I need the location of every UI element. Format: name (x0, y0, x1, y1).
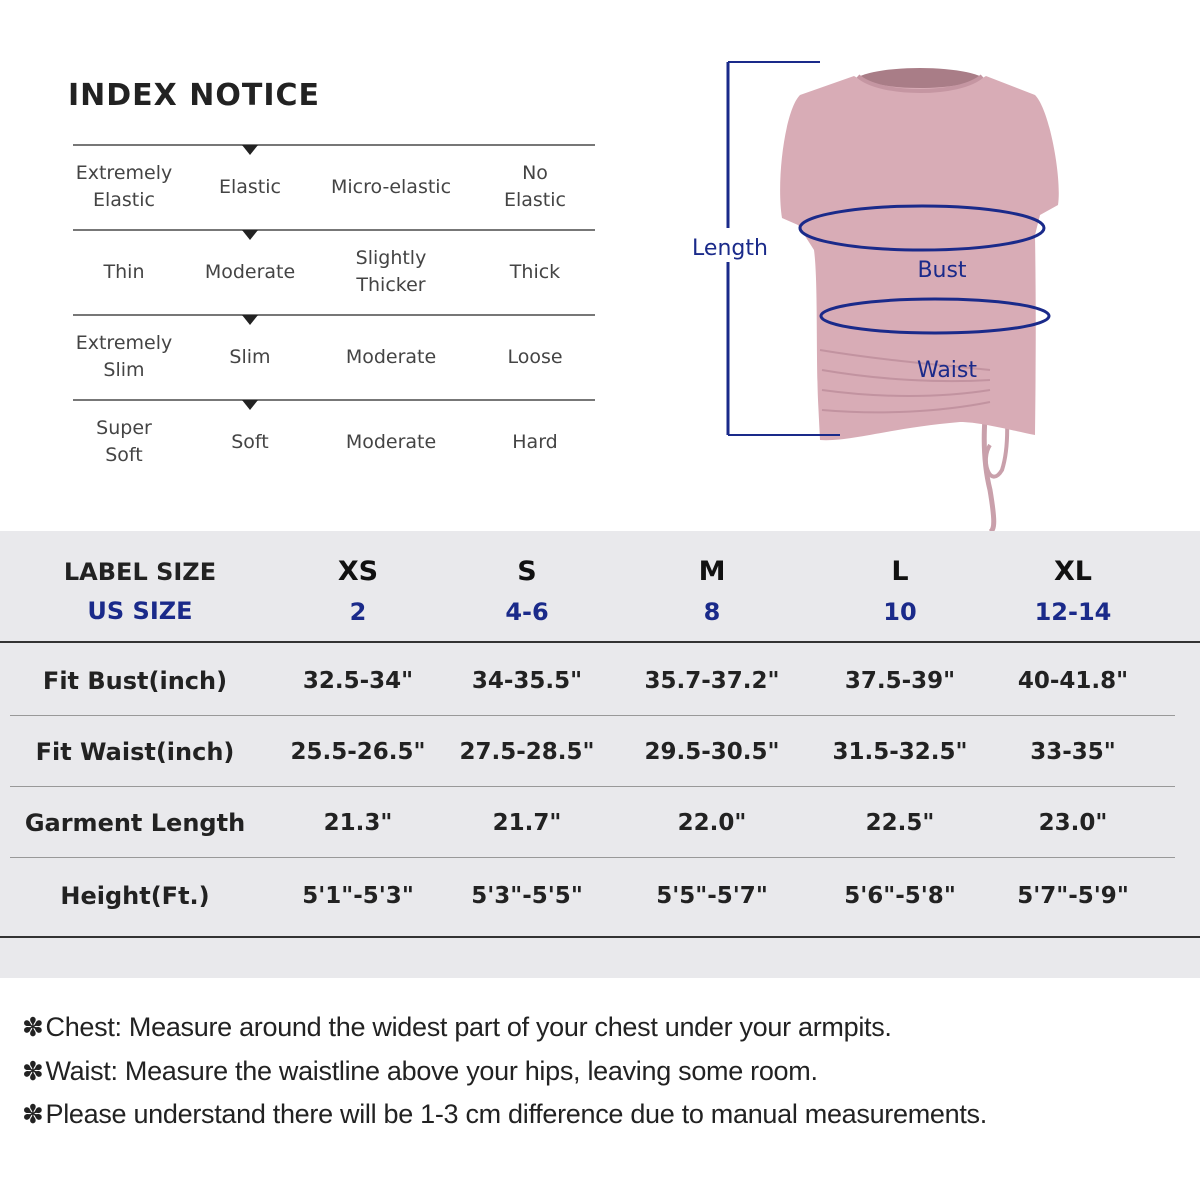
table-cell: 5'7"-5'9" (1017, 883, 1129, 909)
note-item (22, 1012, 892, 1043)
index-option-fit: Slim (229, 345, 271, 368)
us-size-value: 2 (349, 598, 367, 626)
index-option-thickness: Slightly Thicker (355, 247, 427, 296)
us-size-value: 8 (703, 598, 721, 626)
flower-bullet-icon: ✽ (22, 1056, 44, 1086)
note-text: Waist: Measure the waistline above your hips, leaving some room. (45, 1056, 818, 1086)
index-divider (73, 144, 595, 146)
table-cell: 22.5" (865, 810, 935, 836)
row-label: Fit Waist(inch) (35, 738, 235, 766)
header-divider (0, 641, 1200, 643)
waist-label: Waist (916, 358, 978, 383)
table-cell: 21.3" (323, 810, 393, 836)
table-cell: 40-41.8" (1017, 668, 1129, 694)
index-option-elasticity: Extremely Elastic (75, 162, 173, 211)
index-divider (73, 314, 595, 316)
index-option-fit: Extremely Slim (75, 332, 173, 381)
index-option-softness: Hard (512, 430, 558, 453)
note-item (22, 1056, 818, 1087)
table-cell: 22.0" (677, 810, 747, 836)
table-cell: 37.5-39" (844, 668, 956, 694)
table-cell: 31.5-32.5" (832, 739, 968, 765)
table-cell: 27.5-28.5" (459, 739, 595, 765)
table-cell: 5'3"-5'5" (471, 883, 583, 909)
index-option-softness: Super Soft (96, 417, 152, 466)
flower-bullet-icon: ✽ (22, 1012, 44, 1042)
table-cell: 29.5-30.5" (644, 739, 780, 765)
size-label: S (517, 556, 537, 587)
index-option-elasticity: No Elastic (503, 162, 566, 211)
row-label: Fit Bust(inch) (42, 667, 228, 695)
note-item (22, 1099, 987, 1130)
table-cell: 34-35.5" (471, 668, 583, 694)
row-label: Height(Ft.) (60, 882, 210, 910)
table-cell: 33-35" (1030, 739, 1116, 765)
index-option-elasticity: Micro-elastic (330, 175, 452, 198)
table-cell: 25.5-26.5" (290, 739, 426, 765)
index-option-fit: Moderate (345, 345, 437, 368)
table-cell: 5'1"-5'3" (302, 883, 414, 909)
index-option-softness: Moderate (345, 430, 437, 453)
row-divider (10, 715, 1175, 716)
note-text: Chest: Measure around the widest part of your chest under your armpits. (45, 1012, 892, 1042)
table-cell: 5'5"-5'7" (656, 883, 768, 909)
size-label: XS (337, 556, 379, 587)
index-option-softness: Soft (231, 430, 269, 453)
index-option-elasticity: Elastic (218, 175, 281, 198)
table-cell: 23.0" (1038, 810, 1108, 836)
bust-label: Bust (917, 258, 967, 283)
garment-illustration (690, 50, 1080, 540)
size-label: L (891, 556, 909, 587)
us-size-header: US SIZE (87, 597, 193, 625)
row-divider (10, 857, 1175, 858)
us-size-value: 10 (883, 598, 917, 626)
size-label: M (698, 556, 726, 587)
table-cell: 32.5-34" (302, 668, 414, 694)
index-divider (73, 399, 595, 401)
length-label: Length (692, 236, 768, 261)
index-option-fit: Loose (507, 345, 563, 368)
table-cell: 35.7-37.2" (644, 668, 780, 694)
us-size-value: 4-6 (505, 598, 549, 626)
label-size-header: LABEL SIZE (63, 558, 217, 586)
table-cell: 21.7" (492, 810, 562, 836)
flower-bullet-icon: ✽ (22, 1099, 44, 1129)
index-option-thickness: Thick (509, 260, 561, 283)
us-size-value: 12-14 (1034, 598, 1112, 626)
note-text: Please understand there will be 1-3 cm difference due to manual measurements. (45, 1099, 987, 1129)
table-cell: 5'6"-5'8" (844, 883, 956, 909)
index-option-thickness: Moderate (204, 260, 296, 283)
index-divider (73, 229, 595, 231)
size-label: XL (1053, 556, 1093, 587)
index-option-thickness: Thin (103, 260, 145, 283)
table-bottom-border (0, 936, 1200, 938)
row-label: Garment Length (24, 809, 246, 837)
index-notice-title: INDEX NOTICE (68, 78, 320, 113)
row-divider (10, 786, 1175, 787)
